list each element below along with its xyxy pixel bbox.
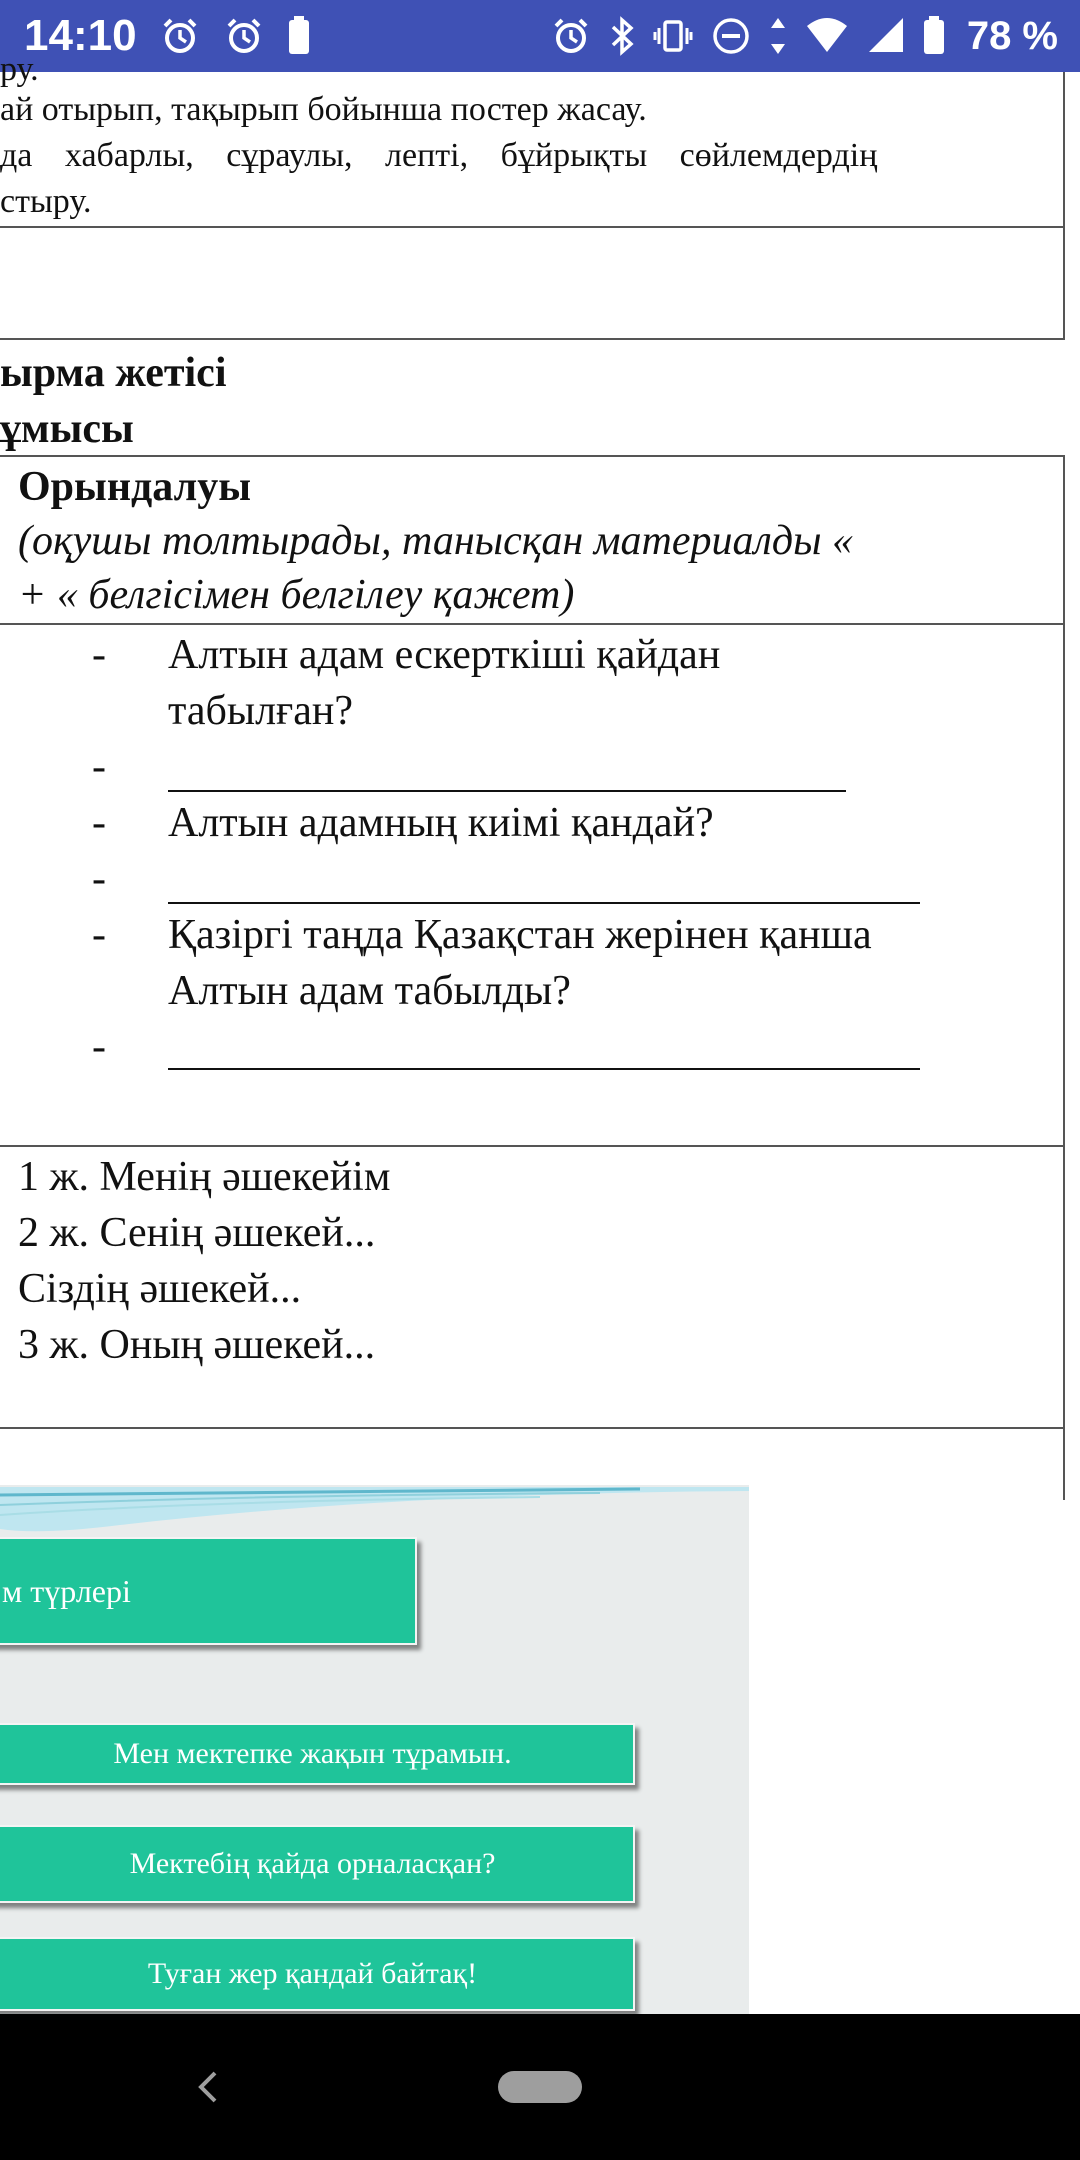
bluetooth-icon [609, 16, 635, 56]
data-arrows-icon [769, 16, 787, 56]
answer-blank[interactable] [168, 790, 846, 792]
vibrate-icon [653, 16, 693, 56]
signal-icon [867, 16, 905, 56]
battery-saver-icon [288, 16, 310, 56]
form-line: 3 ж. Оның әшекей... [18, 1322, 376, 1368]
list-dash: - [92, 800, 106, 846]
table-border [0, 1427, 1065, 1429]
question-text: Алтын адам табылды? [168, 968, 571, 1014]
list-dash: - [92, 856, 106, 902]
question-text: Алтын адам ескерткіші қайдан [168, 632, 721, 678]
table-border [0, 623, 1065, 625]
battery-icon [923, 16, 945, 56]
answer-blank[interactable] [168, 902, 920, 904]
table-border-right [1063, 72, 1065, 340]
slide-title-button: м түрлері [0, 1537, 417, 1645]
table-border [0, 1145, 1065, 1147]
text-line: стыру. [0, 183, 92, 220]
table-border-right [1063, 455, 1065, 1500]
table-border [0, 338, 1065, 340]
question-text: Қазіргі таңда Қазақстан жерінен қанша [168, 912, 872, 958]
form-line: 2 ж. Сенің әшекей... [18, 1210, 376, 1256]
execution-note: + « белгісімен белгілеу қажет) [18, 572, 575, 618]
text-line-justified: да хабарлы, сұраулы, лепті, бұйрықты сөйлемдердің [0, 137, 878, 174]
question-text: Алтын адамның киімі қандай? [168, 800, 714, 846]
navigation-bar [0, 2014, 1080, 2160]
section-heading: ырма жетісі [0, 350, 227, 396]
text-line: ай отырып, тақырып бойынша постер жасау. [0, 91, 647, 128]
question-text: табылған? [168, 688, 354, 734]
section-heading: ұмысы [0, 406, 134, 452]
list-dash: - [92, 632, 106, 678]
execution-note: (оқушы толтырады, танысқан материалды « [18, 518, 854, 564]
status-icons-left [160, 10, 310, 62]
slide-sentence-button: Мектебің қайда орналасқан? [0, 1825, 635, 1903]
alarm-icon [551, 16, 591, 56]
table-border [0, 226, 1065, 228]
execution-title: Орындалуы [18, 464, 251, 510]
status-bar [0, 0, 1080, 72]
slide-sentence-button: Мен мектепке жақын тұрамын. [0, 1723, 635, 1785]
list-dash: - [92, 1024, 106, 1070]
slide-sentence-button: Туған жер қандай байтақ! [0, 1937, 635, 2011]
home-pill-icon[interactable] [498, 2071, 582, 2103]
do-not-disturb-icon [711, 16, 751, 56]
form-line: Сіздің әшекей... [18, 1266, 302, 1312]
status-time: 14:10 [24, 11, 137, 60]
text-line-partial: ру. [0, 51, 39, 88]
alarm-icon [224, 16, 264, 56]
list-dash: - [92, 912, 106, 958]
list-dash: - [92, 744, 106, 790]
wifi-icon [805, 16, 849, 56]
embedded-slide-image [0, 1485, 749, 2014]
slide-wave-decoration [0, 1485, 749, 1545]
table-border [0, 455, 1065, 457]
form-line: 1 ж. Менің әшекейім [18, 1154, 391, 1200]
answer-blank[interactable] [168, 1068, 920, 1070]
document-viewer[interactable] [0, 51, 1080, 2014]
alarm-icon [160, 16, 200, 56]
battery-percent: 78 % [966, 13, 1058, 58]
chevron-left-icon[interactable] [189, 2067, 229, 2107]
status-icons-right [551, 10, 1058, 62]
